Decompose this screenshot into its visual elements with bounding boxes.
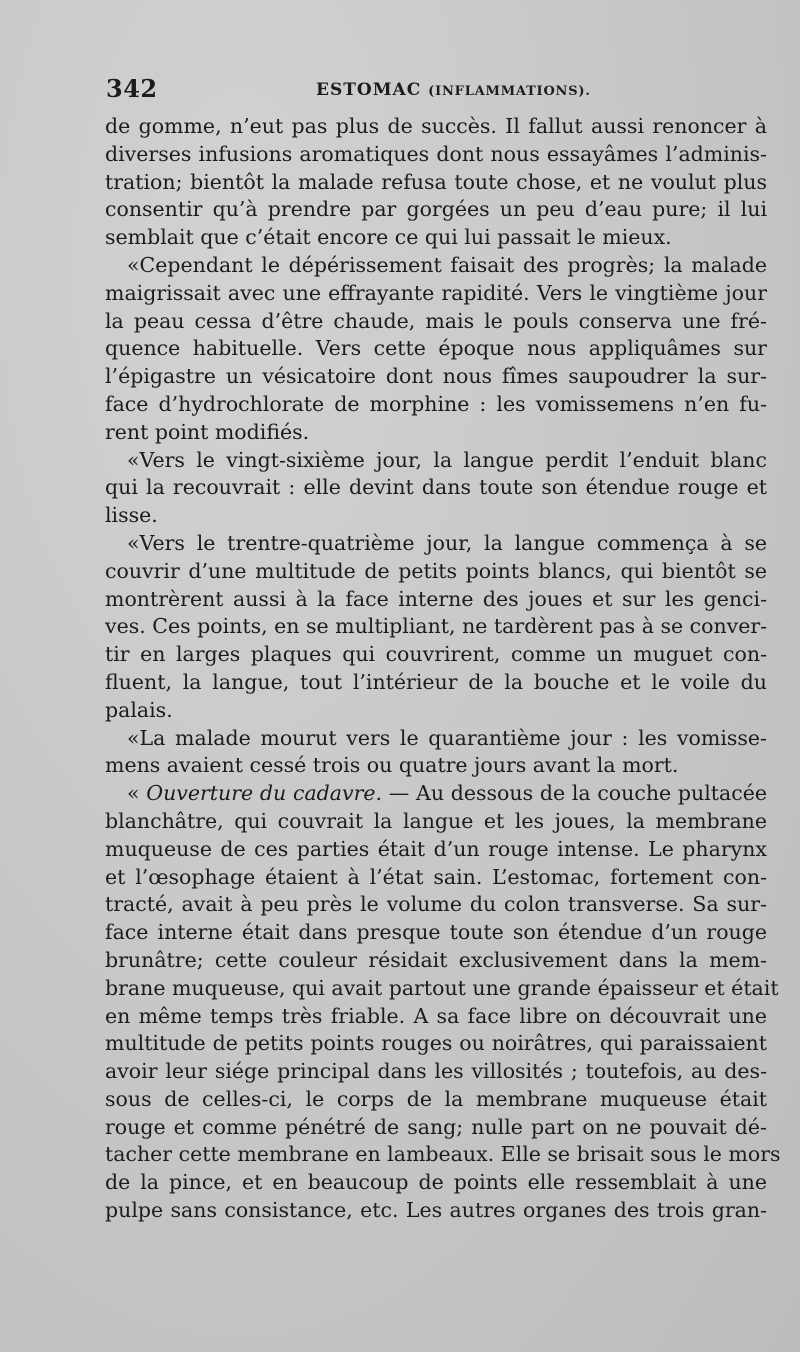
text-line-autopsy — [105, 780, 767, 808]
text-line: face d’hydrochlorate de morphine : les vomissemens n’en fu- — [105, 391, 767, 416]
text-line: rent point modifiés. — [105, 419, 310, 444]
text-line: face interne était dans presque toute son étendue d’un rouge — [105, 920, 767, 945]
text-line: «La malade mourut vers le quarantième jour : les vomisse- — [127, 725, 767, 750]
text-line: l’épigastre un vésicatoire dont nous fîmes saupoudrer la sur- — [105, 364, 767, 389]
text-line: fluent, la langue, tout l’intérieur de la bouche et le voile du — [105, 669, 767, 694]
text-line: brane muqueuse, qui avait partout une grande épaisseur et était — [105, 975, 779, 1000]
text-line: muqueuse de ces parties était d’un rouge intense. Le pharynx — [105, 836, 767, 861]
text-line: tir en larges plaques qui couvrirent, comme un muguet con- — [105, 642, 767, 667]
text-line: en même temps très friable. A sa face libre on découvrait une — [105, 1003, 767, 1028]
autopsy-text: — Au dessous de la couche pultacée — [388, 781, 767, 806]
running-head-subtitle: (INFLAMMATIONS). — [428, 84, 591, 99]
text-line: sous de celles-ci, le corps de la membrane muqueuse était — [105, 1086, 767, 1111]
quote-mark: « — [127, 781, 147, 806]
text-line: couvrir d’une multitude de petits points blancs, qui bientôt se — [105, 558, 767, 583]
text-line: pulpe sans consistance, etc. Les autres organes des trois gran- — [105, 1198, 767, 1223]
text-line: brunâtre; cette couleur résidait exclusivement dans la mem- — [105, 947, 767, 972]
text-line: «Vers le vingt-sixième jour, la langue perdit l’enduit blanc — [127, 447, 767, 472]
text-line: ves. Ces points, en se multipliant, ne tardèrent pas à se conver- — [105, 614, 768, 639]
running-head — [316, 80, 591, 100]
text-line: de la pince, et en beaucoup de points elle ressemblait à une — [105, 1170, 767, 1195]
text-line: quence habituelle. Vers cette époque nous appliquâmes sur — [105, 336, 767, 361]
text-line: tracté, avait à peu près le volume du colon transverse. Sa sur- — [105, 892, 767, 917]
text-line: maigrissait avec une effrayante rapidité. Vers le vingtième jour — [105, 280, 767, 305]
text-line: «Vers le trentre-quatrième jour, la langue commença à se — [127, 530, 767, 555]
text-line: avoir leur siége principal dans les villosités ; toutefois, au des- — [105, 1059, 767, 1084]
page-header — [106, 74, 746, 108]
text-line: de gomme, n’eut pas plus de succès. Il fallut aussi renoncer à — [105, 114, 767, 138]
running-head-title: ESTOMAC — [316, 80, 422, 100]
text-line: blanchâtre, qui couvrait la langue et les joues, la membrane — [105, 808, 767, 833]
text-line: consentir qu’à prendre par gorgées un peu d’eau pure; il lui — [105, 197, 767, 222]
text-line: rouge et comme pénétré de sang; nulle part on ne pouvait dé- — [105, 1114, 767, 1139]
body-text — [105, 113, 781, 1225]
text-line: semblait que c’était encore ce qui lui passait le mieux. — [105, 225, 672, 250]
page-number: 342 — [106, 74, 158, 103]
text-line: tacher cette membrane en lambeaux. Elle se brisait sous le mors — [105, 1142, 781, 1167]
text-line: palais. — [105, 697, 173, 722]
autopsy-heading: Ouverture du cadavre. — [146, 781, 383, 806]
text-line: diverses infusions aromatiques dont nous essayâmes l’adminis- — [105, 141, 767, 166]
text-line: lisse. — [105, 503, 158, 528]
text-line: multitude de petits points rouges ou noirâtres, qui paraissaient — [105, 1031, 767, 1056]
text-line: «Cependant le dépérissement faisait des progrès; la malade — [127, 252, 767, 277]
text-line: tration; bientôt la malade refusa toute chose, et ne voulut plus — [105, 169, 767, 194]
text-line: qui la recouvrait : elle devint dans toute son étendue rouge et — [105, 475, 767, 500]
text-line: et l’œsophage étaient à l’état sain. L’estomac, fortement con- — [105, 864, 767, 889]
text-line: mens avaient cessé trois ou quatre jours avant la mort. — [105, 753, 679, 778]
text-line: la peau cessa d’être chaude, mais le pouls conserva une fré- — [105, 308, 767, 333]
text-line: montrèrent aussi à la face interne des joues et sur les genci- — [105, 586, 767, 611]
